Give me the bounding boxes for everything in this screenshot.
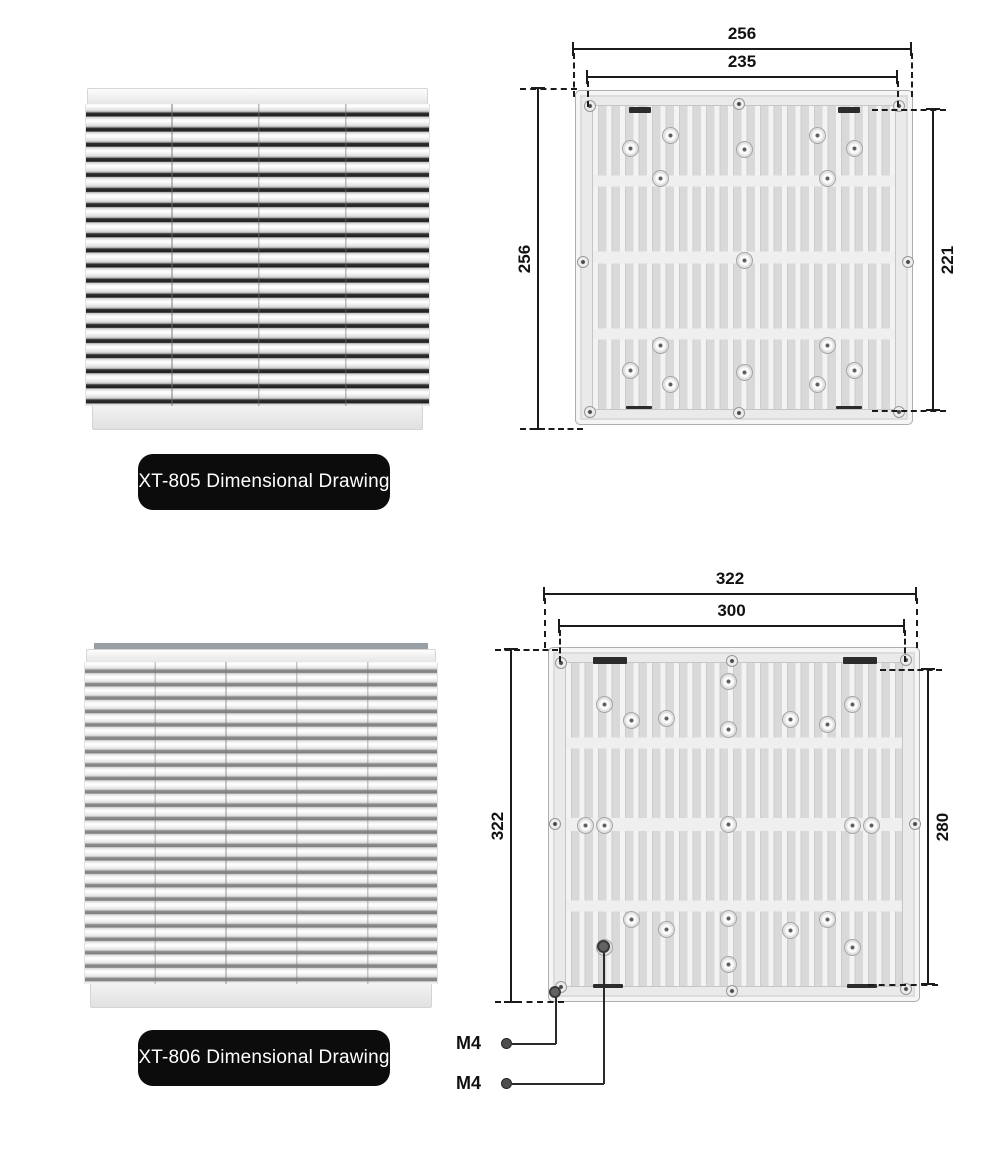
xt805-front-photo (85, 88, 430, 430)
grille-louvers (85, 104, 430, 406)
screw-icon (726, 985, 738, 997)
latch-tab-icon (593, 657, 627, 664)
leader-line (603, 947, 605, 1084)
latch-tab-icon (629, 107, 651, 113)
clip-icon (652, 170, 669, 187)
extension-line (520, 88, 577, 90)
clip-icon (662, 127, 679, 144)
clip-icon (652, 337, 669, 354)
clip-icon (863, 817, 880, 834)
screw-icon (584, 100, 596, 112)
extension-line (495, 1001, 564, 1003)
screw-icon (726, 655, 738, 667)
screw-icon (733, 407, 745, 419)
extension-line (872, 109, 946, 111)
leader-line (512, 1043, 556, 1045)
screw-icon (902, 256, 914, 268)
clip-icon (720, 816, 737, 833)
screw-icon (909, 818, 921, 830)
screw-icon (893, 406, 905, 418)
clip-icon (819, 337, 836, 354)
screw-icon (584, 406, 596, 418)
m4-annotation-1: M4 (456, 1033, 482, 1053)
clip-icon (720, 910, 737, 927)
xt806-caption-text: XT-806 Dimensional Drawing (138, 1047, 390, 1068)
clip-icon (736, 364, 753, 381)
m4-dot-icon (501, 1038, 512, 1049)
extension-line (911, 53, 913, 97)
clip-icon (623, 712, 640, 729)
screw-icon (733, 98, 745, 110)
clip-icon (844, 939, 861, 956)
mounting-hole-icon (597, 940, 610, 953)
screw-icon (549, 818, 561, 830)
extension-line (897, 81, 899, 107)
leader-line (555, 993, 557, 1044)
extension-line (868, 984, 938, 986)
latch-tab-icon (593, 984, 623, 988)
mounting-hole-icon (549, 986, 561, 998)
xt805-caption-text: XT-805 Dimensional Drawing (138, 471, 390, 492)
m4-annotation-2: M4 (456, 1073, 482, 1093)
extension-line (872, 410, 946, 412)
clip-icon (596, 817, 613, 834)
clip-icon (577, 817, 594, 834)
screw-icon (555, 657, 567, 669)
clip-icon (662, 376, 679, 393)
clip-icon (720, 721, 737, 738)
clip-icon (720, 956, 737, 973)
clip-icon (844, 696, 861, 713)
clip-icon (622, 362, 639, 379)
extension-line (916, 598, 918, 648)
extension-line (544, 598, 546, 648)
leader-line (512, 1083, 604, 1085)
grille-base (90, 984, 432, 1008)
latch-tab-icon (843, 657, 877, 664)
extension-line (880, 669, 942, 671)
grille-louvers (84, 662, 438, 984)
extension-line (495, 649, 558, 651)
dimensional-drawing-figure: 256 235 256 221 XT-805 Dimensional Drawing 322 300 322 280 M4 M4 XT-806 Dimensional Drawing (0, 0, 1000, 1163)
clip-icon (844, 817, 861, 834)
clip-icon (809, 376, 826, 393)
clip-icon (623, 911, 640, 928)
clip-icon (809, 127, 826, 144)
clip-icon (596, 696, 613, 713)
extension-line (559, 630, 561, 662)
extension-line (904, 630, 906, 662)
latch-tab-icon (626, 406, 652, 409)
latch-tab-icon (836, 406, 862, 409)
clip-icon (846, 362, 863, 379)
xt806-front-photo (84, 643, 438, 1007)
clip-icon (846, 140, 863, 157)
clip-icon (736, 252, 753, 269)
clip-icon (658, 921, 675, 938)
latch-tab-icon (838, 107, 860, 113)
clip-icon (819, 911, 836, 928)
clip-icon (622, 140, 639, 157)
xt805-rear-drawing (575, 90, 913, 425)
extension-line (520, 428, 583, 430)
xt805-caption-badge (138, 454, 390, 510)
xt806-caption-badge (138, 1030, 390, 1086)
screw-icon (577, 256, 589, 268)
clip-icon (720, 673, 737, 690)
extension-line (573, 53, 575, 97)
clip-icon (658, 710, 675, 727)
clip-icon (819, 170, 836, 187)
grille-base (92, 406, 423, 430)
m4-dot-icon (501, 1078, 512, 1089)
screw-icon (900, 654, 912, 666)
clip-icon (782, 922, 799, 939)
clip-icon (736, 141, 753, 158)
extension-line (587, 81, 589, 107)
clip-icon (782, 711, 799, 728)
clip-icon (819, 716, 836, 733)
